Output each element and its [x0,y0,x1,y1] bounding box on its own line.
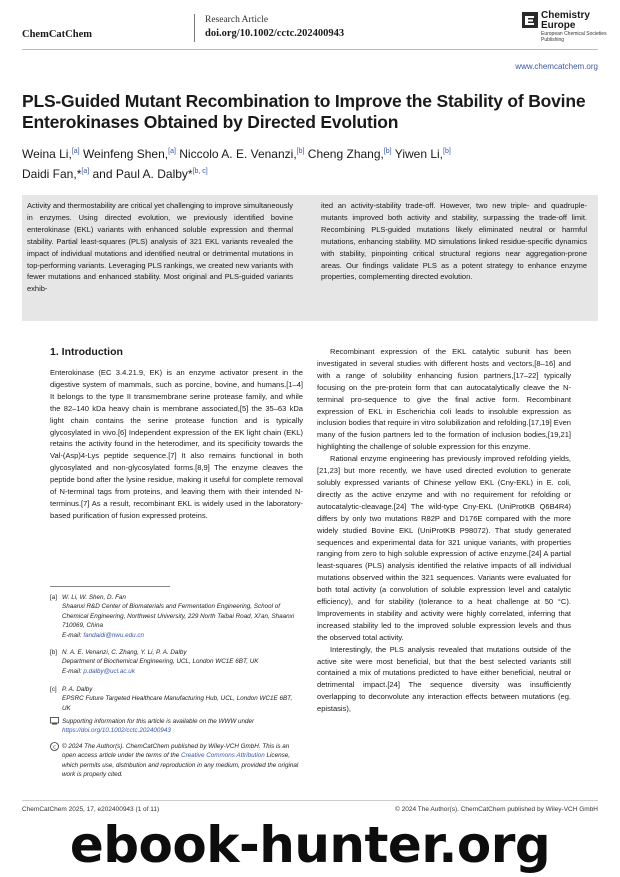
license-text: © 2024 The Author(s). ChemCatChem published by Wiley-VCH GmbH. This is an open access article under the terms of the [62,743,290,760]
author-name: Niccolo A. E. Venanzi, [175,147,297,161]
email-link[interactable]: p.dalby@ucl.ac.uk [83,667,135,675]
abstract-left: Activity and thermostability are critical yet challenging to improve simultaneously in enzymes. Using directed evolution, we previously identified bovine enterokinase (EKL) variants with enhanced soluble expression and thermal stability. Partial least-squares (PLS) analysis of 321 EKL variants revealed the impact of individual mutations and identified neutral or detrimental mutations in top-performing variants. Leveraging PLS rankings, we created new variants with fewer mutations and enhanced stability. Most original and PLS-guided variants exhib- [27,201,293,294]
publisher-name-line2: Europe [541,20,576,31]
footer-copyright: © 2024 The Author(s). ChemCatChem published by Wiley-VCH GmbH [395,806,598,813]
doi-link[interactable]: doi.org/10.1002/cctc.202400943 [205,28,345,39]
affiliation-a [50,593,303,643]
email-label: E-mail: [62,631,82,639]
section-heading-introduction: 1. Introduction [50,346,123,358]
body-paragraph: Recombinant expression of the EKL catalytic subunit has been investigated in several studies with different hosts and vectors,[8–16] and with a range of solubility enhancing fusion partners,[17–22] typically focusing on the pre-protein form that can autocatalytically cleave the N-terminal pro-sequence to give the final active form. Recombinant expression of EKL in Escherichia coli leads to insoluble expression as inclusion bodies that require in vitro solubilization and refolding.[17,19] Even many of the fusion partners led to the formation of inclusion bodies,[19,21] highlighting the challenge of soluble expression for this enzyme. [317,347,571,452]
affiliation-address: EPSRC Future Targeted Healthcare Manufacturing Hub, UCL, London WC1E 6BT, UK [62,695,293,712]
footer-citation: ChemCatChem 2025, 17, e202400943 (1 of 11) [22,806,160,813]
supporting-info-icon [50,717,59,728]
author-list [22,143,562,183]
author-affiliation[interactable]: [b] [443,148,451,155]
author-affiliation[interactable]: [a] [71,148,80,155]
article-title: PLS-Guided Mutant Recombination to Improve the Stability of Bovine Enterokinases Obtained by Directed Evolution [22,91,586,132]
affiliation-c [50,685,303,715]
supporting-info-text: Supporting information for this article is available on the WWW under [62,718,255,725]
watermark: ebook-hunter.org [69,816,551,874]
affiliation-label: [b] [50,649,58,656]
affiliation-b [50,648,303,680]
publisher-subtitle: European Chemical Societies Publishing [541,31,607,43]
body-column-right [317,346,571,715]
body-paragraph: Enterokinase (EC 3.4.21.9, EK) is an enzyme activator present in the digestive system of mammals, such as porcine, bovine, and humans.[1–4] It belongs to the type II transmembrane serine protease family, and while the 82–140 kDa heavy chain is membrane associated,[5] the 35–63 kDa light chain contains the serine protease function and is typically glycosylated in vivo.[6] Independent expression of the EK light chain (EKL) retains the activity found in the heterodimer, and its specificity towards the Val-(Asp)4-Lys peptide sequence.[7] It also remains functional in both glycosylated and non-glycosylated forms.[8,9] The enzyme cleaves the peptide bond after the lysine residue, making it useful for complete removal of N-terminal tags from proteins, and leaving them with their intended N-terminus.[7] As a result, recombinant EKL is widely used in the laboratory-based purification of fusion expressed proteins. [50,368,303,520]
footer-rule [22,800,598,801]
article-type: Research Article [205,15,269,25]
author-affiliation[interactable]: [a] [81,168,90,175]
affiliation-authors: N. A. E. Venanzi, C. Zhang, Y. Li, P. A. Dalby [62,649,187,656]
author-name: Weinfeng Shen, [79,147,169,161]
publisher-name-line1: Chemistry [541,10,590,21]
footnote-rule [50,586,170,587]
affiliation-label: [a] [50,594,58,601]
abstract-right: ited an activity-stability trade-off. However, two new triple- and quadruple-mutants improved both activity and stability, surpassing the trade-off limit. Recombining PLS-guided mutations likely eliminated neutral or harmful mutations, enhancing stability. MD simulations linked residue-specific dynamics with stability, pinpointing critical structural regions near aggregation-prone areas. Our findings validate PLS as a potent strategy to enhance enzyme properties, complementing directed evolution. [321,201,587,282]
affiliation-authors: P. A. Dalby [62,686,93,693]
affiliation-address: Department of Biochemical Engineering, UCL, London WC1E 6BT, UK [62,658,259,666]
header-divider [194,14,195,42]
supporting-info-link[interactable]: https://doi.org/10.1002/cctc.202400943 [62,727,171,735]
affiliation-authors: W. Li, W. Shen, D. Fan [62,594,126,601]
author-affiliation[interactable]: [b, c] [192,168,208,175]
journal-name: ChemCatChem [22,29,92,40]
open-access-icon [50,742,59,754]
author-affiliation[interactable]: [a] [168,148,176,155]
email-link[interactable]: fandaidi@nwu.edu.cn [83,631,145,639]
license-note [50,742,303,782]
author-name: and Paul A. Dalby* [89,167,193,181]
chemistry-europe-logo [522,11,612,47]
header-rule [22,49,598,50]
license-link[interactable]: Creative Commons Attribution [181,752,265,760]
body-paragraph: Interestingly, the PLS analysis revealed that mutations outside of the active site were most beneficial, but that the best selected variants still contained a mix of mutations predicted to have either beneficial, neutral or detrimental impact.[24] The sequence diversity was insufficiently overlapping to deconvolute any interaction effects between mutations (eg. epistasis), [317,644,571,714]
chemistry-europe-logo-icon [522,12,538,28]
body-column-left [50,367,303,522]
svg-text:c: c [53,744,56,751]
author-name: Cheng Zhang, [304,147,384,161]
journal-url[interactable]: www.chemcatchem.org [515,62,598,71]
author-name: Weina Li, [22,147,72,161]
author-name: Daidi Fan,* [22,167,82,181]
affiliation-label: [c] [50,686,57,693]
email-label: E-mail: [62,667,82,675]
license-text-continued: License, which permits use, distribution and reproduction in any medium, provided the original work is properly cited. [62,752,299,779]
author-affiliation[interactable]: [b] [296,148,305,155]
body-paragraph: Rational enzyme engineering has previously improved refolding yields,[21,23] but more recently, we have used directed evolution to generate solubly expressed variants of Chinese yellow EKL (Cny-EKL) in E. coli, directly as the active enzyme and with no requirement for refolding or autocatalytic-cleavage.[24] The wild-type Cny-EKL (UniProtKB Q6B4R4) differs by only two mutations R82P and D176E compared with the more widely studied Bovine EKL (UniProtKB P98072). That study generated sequences and experimental data for 321 unique variants, with properties ranging from zero to high soluble expression of active enzyme.[24] A partial least-squares (PLS) analysis identified the relative impacts of all individual mutations observed within the 321 sequences. Variants were evaluated for both total activity (a convolution of soluble expression level and catalytic efficiency), and for stability (tolerance to a heat challenge at 50 °C). Improvements in stability and activity were highly correlated, inferring that increased stability led to the improved soluble expression levels and thus the observed total activity. [317,454,571,642]
supporting-info-note [50,717,303,739]
author-affiliation[interactable]: [b] [383,148,392,155]
author-name: Yiwen Li, [391,147,444,161]
affiliation-address: Shaanxi R&D Center of Biomaterials and Fermentation Engineering, School of Chemical Engineering, Northwest University, 229 North Taibai Road, Xi'an, Shaanxi 710069, China [62,603,295,630]
